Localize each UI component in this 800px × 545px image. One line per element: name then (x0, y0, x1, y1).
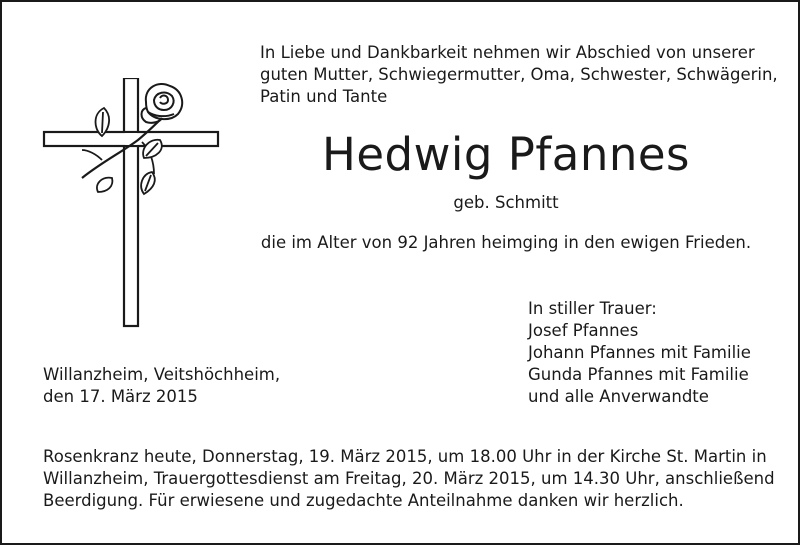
intro-line: In Liebe und Dankbarkeit nehmen wir Abschied von unserer (260, 43, 755, 62)
mourner-name: Gunda Pfannes mit Familie (528, 365, 749, 384)
date-text: den 17. März 2015 (43, 387, 198, 406)
service-info (43, 446, 775, 512)
deceased-name: Hedwig Pfannes (322, 128, 690, 181)
mourners-heading: In stiller Trauer: (528, 299, 657, 318)
intro-text (260, 42, 778, 108)
service-line: Willanzheim, Trauergottesdienst am Freitag, 20. März 2015, um 14.30 Uhr, anschließend (43, 469, 775, 488)
intro-line: guten Mutter, Schwiegermutter, Oma, Schwester, Schwägerin, (260, 65, 778, 84)
service-line: Rosenkranz heute, Donnerstag, 19. März 2015, um 18.00 Uhr in der Kirche St. Martin in (43, 447, 767, 466)
mourner-name: Josef Pfannes (528, 321, 639, 340)
place-date-block (43, 364, 280, 408)
mourner-name: und alle Anverwandte (528, 387, 709, 406)
cross-with-rose-icon (42, 78, 222, 332)
mourner-name: Johann Pfannes mit Familie (528, 343, 751, 362)
place-text: Willanzheim, Veitshöchheim, (43, 365, 281, 384)
intro-line: Patin und Tante (260, 87, 388, 106)
birth-name: geb. Schmitt (453, 193, 559, 212)
service-line: Beerdigung. Für erwiesene und zugedachte Anteilnahme danken wir herzlich. (43, 491, 684, 510)
death-line: die im Alter von 92 Jahren heimging in den ewigen Frieden. (260, 233, 752, 252)
mourners-block (528, 298, 751, 408)
